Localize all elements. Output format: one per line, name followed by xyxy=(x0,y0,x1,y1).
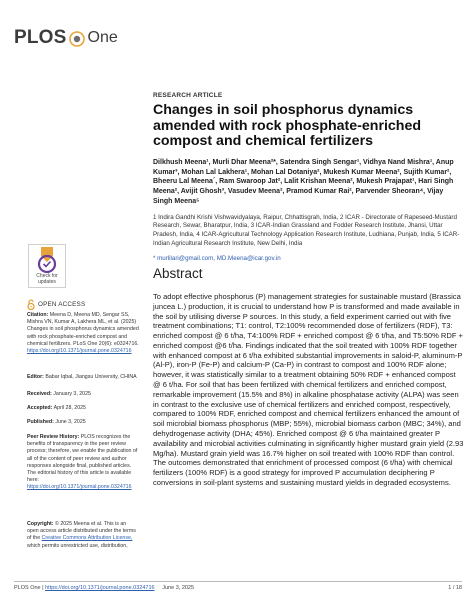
peer-review-label: Peer Review History: xyxy=(27,434,80,440)
peer-review-text: PLOS recognizes the benefits of transparency in the peer review process; therefore, we enable the publication of all of the content of peer review and author responses alongside final, published articles. The editorial history of this article is available here: xyxy=(27,434,138,484)
copyright-text: © 2025 Meena et al. This is an open access article distributed under the terms of the xyxy=(27,521,136,542)
peer-review-block xyxy=(27,434,139,492)
footer-spacer xyxy=(156,585,161,591)
citation-block xyxy=(27,312,139,355)
footer-separator: | xyxy=(42,585,46,591)
editor-text: Babar Iqbal, Jiangsu University, CHINA xyxy=(45,374,137,380)
accepted-block xyxy=(27,405,139,412)
page-number: 1 / 18 xyxy=(448,585,462,591)
received-date: January 3, 2025 xyxy=(53,391,91,397)
footer-journal: PLOS One xyxy=(14,585,41,591)
affiliations: 1 Indira Gandhi Krishi Vishwavidyalaya, Raipur, Chhattisgrah, India, 2 ICAR - Directorate of Rapeseed-Mustard Research, Sewar, Bharatpur, India, 3 ICAR-Indian Grassland and Fodder Research Institute, Jhansi, Uttar Pradesh, India, 4 ICAR-Agricultural Technology Application Research Institute, Ludhiana, Punjab, India, 5 ICAR-Indian Agricultural Research Institute, New Delhi, India xyxy=(153,213,460,247)
footer-date: June 3, 2025 xyxy=(162,585,195,591)
footer-citation xyxy=(14,585,194,591)
published-date: June 3, 2025 xyxy=(55,419,86,425)
citation-text: Meena D, Meena MD, Sengar SS, Mishra VN, Kumar A, Lakhera ML, et al. (2025) Changes in soil phosphorus dynamics amended with rock phosphate-enriched compost and chemical fertilizers. PLoS One 20(6): e0324716. xyxy=(27,312,139,347)
copyright-tail: which permits unrestricted use, distribution, xyxy=(27,542,128,549)
accepted-label: Accepted: xyxy=(27,405,53,411)
article-header xyxy=(153,92,463,262)
citation-doi-link[interactable]: https://doi.org/10.1371/journal.pone.0324716 xyxy=(27,348,132,355)
cc-license-link[interactable]: Creative Commons Attribution License, xyxy=(41,535,133,542)
page-footer xyxy=(14,581,462,591)
peer-review-link[interactable]: https://doi.org/10.1371/journal.pone.0324716 xyxy=(27,484,132,491)
check-updates-label xyxy=(28,274,66,285)
article-title: Changes in soil phosphorus dynamics amended with rock phosphate-enriched compost and chemical fertilizers xyxy=(153,102,422,150)
journal-logo[interactable] xyxy=(14,27,118,49)
accepted-date: April 28, 2025 xyxy=(53,405,86,411)
abstract-heading: Abstract xyxy=(153,266,203,281)
published-block xyxy=(27,419,139,426)
editor-block xyxy=(27,374,139,381)
badge-line-2: updates xyxy=(38,278,56,285)
logo-plos-text: PLOS xyxy=(14,27,67,48)
section-label: RESEARCH ARTICLE xyxy=(153,92,223,99)
copyright-label: Copyright: xyxy=(27,521,54,527)
citation-label: Citation: xyxy=(27,312,49,318)
open-access-lock-icon xyxy=(27,299,35,310)
logo-one-text: One xyxy=(87,29,118,46)
published-label: Published: xyxy=(27,419,54,425)
badge-line-1: Check for xyxy=(36,273,58,279)
author-list: Dilkhush Meena¹, Murli Dhar Meena²*, Satendra Singh Sengar¹, Vidhya Nand Mishra¹, Anup Kumar³, Mohan Lal Lakhera¹, Mohan Lal Dotaniya², Mukesh Kumar Meena², Sujith Kumar², Bheeru Lal Meena´, Ram Swaroop Jat², Lalit Krishan Meena², Mukesh Prajapat¹, Hari Singh Meena², Avijit Ghosh³, Vasudev Meena², Pramod Kumar Rai², Parvender Sheoran⁴, Vijay Singh Meena⁵ xyxy=(153,158,454,205)
editor-label: Editor: xyxy=(27,374,44,380)
open-access-text: OPEN ACCESS xyxy=(38,301,86,308)
footer-doi-link[interactable]: https://doi.org/10.1371/journal.pone.0324716 xyxy=(45,585,155,591)
logo-mark-icon xyxy=(69,31,85,47)
abstract-text: To adopt effective phosphorus (P) management strategies for sustainable mustard (Brassica juncea L.) production, it is crucial to understand how P is transformed and made available in the soil by utilising diverse P sources. In this study, a field experiment carried out with five treatment combinations; T1: control, T2:100% recommended dose of fertilizers (RDF), T3: enriched compost @ 6 t/ha, T4:100% RDF + enriched compost @ 6 t/ha, and T5:50% RDF + enriched compost @6 t/ha. Findings indicated that the soil treated with 100% RDF together with enhanced compost at 6 t/ha exhibited substantial improvements in saloid-P, aluminum-P (Al-P), iron-P (Fe-P) and calcium-P (Ca-P) in contrast to compost and 100% RDF alone; however, it was statistically similar to a treatment obtaining 50% RDF + enhanced compost @ 6 t/ha. For soil that has been fertilized with chemical fertilizers and enriched compost, remarkable improvement (15.5% and 8%) in alkaline phosphatase activity (ALPA) was seen in contrast to the exclusive use of chemical fertilizers and enriched compost, respectively, compared to 100% RDF, enriched compost and chemical fertilizers enhanced the amount of soil microbial biomass phosphorus (MBP; 55%), microbial biomass carbon (MBC; 34%), and dehydrogenase activity (DHA; 45%). Enriched compost @ 6 t/ha maintained greater P availability and microbial activities culminating in significantly higher mustard grain yield (2.93 Mg/ha). Mustard grain yield was 16.7% higher on soil treated with 100% RDF than control. The outcomes demonstrated that enrichment of processed compost (6 t/ha) with chemical fertilizers (100% RDF) is a good strategy for improved P accumulation deciphering P conversions in soil-plant systems and sustaining mustard yields in degraded ecosystems. xyxy=(153,292,464,487)
received-label: Received: xyxy=(27,391,52,397)
copyright-block xyxy=(27,521,139,550)
correspondence-email[interactable]: * murlilari@gmail.com, MD.Meena@icar.gov.in xyxy=(153,255,281,263)
open-access-label xyxy=(27,299,85,310)
received-block xyxy=(27,391,139,398)
check-for-updates-badge[interactable] xyxy=(28,244,66,288)
